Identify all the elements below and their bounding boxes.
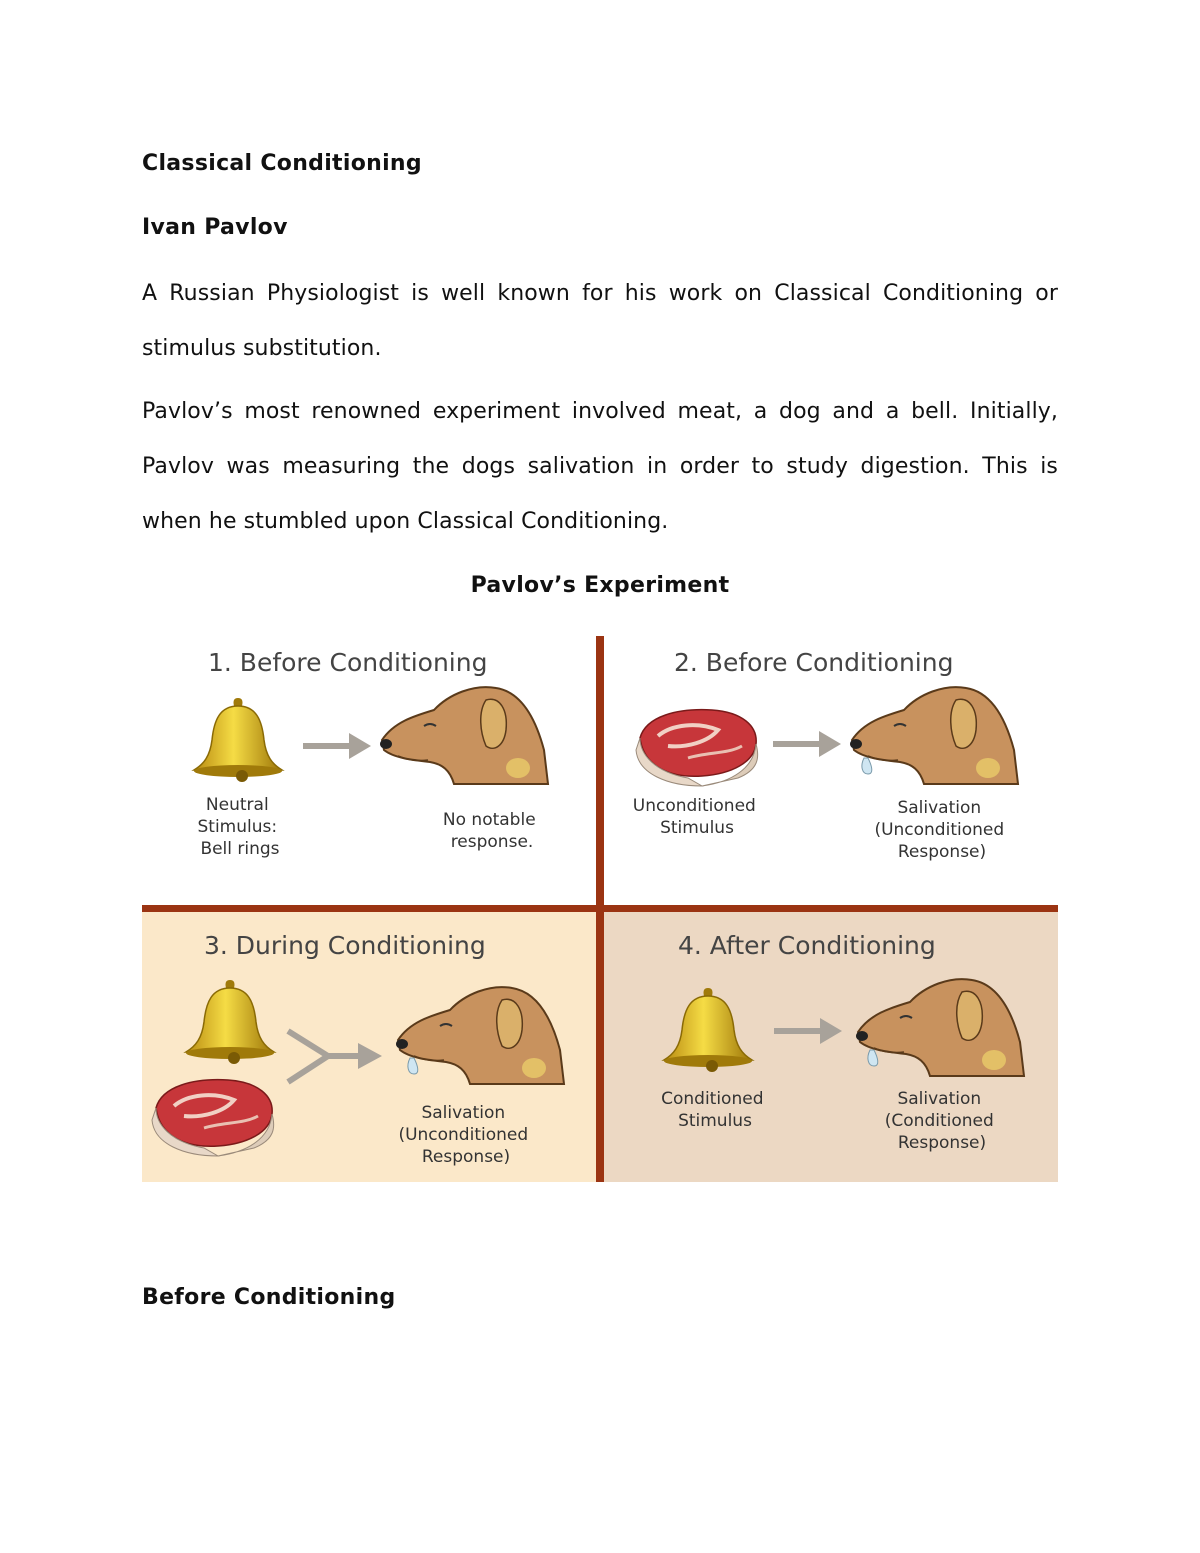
paragraph-experiment-text: Pavlov’s most renowned experiment involved meat, a dog and a bell. Initially, Pavlov was measuring the dogs salivation in order to study digestion. This is when he stumbled upon Classical Conditioning. bbox=[142, 399, 1058, 534]
paragraph-intro-text: A Russian Physiologist is well known for his work on Classical Conditioning or stimulus substitution. bbox=[142, 281, 1058, 361]
figure-title: Pavlov’s Experiment bbox=[470, 573, 730, 598]
panel-4-left-label: Conditioned Stimulus bbox=[661, 1089, 764, 1131]
pavlov-diagram bbox=[142, 636, 1058, 1182]
panel-3-right-label: Salivation (Unconditioned Response) bbox=[398, 1103, 529, 1167]
panel-2-right-label: Salivation (Unconditioned Response) bbox=[874, 798, 1005, 862]
panel-4-right-label: Salivation (Conditioned Response) bbox=[884, 1089, 994, 1153]
section-heading: Before Conditioning bbox=[142, 1285, 396, 1310]
panel-1-title: 1. Before Conditioning bbox=[208, 648, 488, 677]
document-subtitle: Ivan Pavlov bbox=[142, 215, 288, 240]
pavlov-experiment-figure bbox=[142, 636, 1058, 1182]
meat-icon bbox=[636, 710, 758, 786]
panel-1-right-label: No notable response. bbox=[442, 810, 536, 852]
meat-icon bbox=[152, 1080, 274, 1156]
document-title: Classical Conditioning bbox=[142, 151, 422, 176]
panel-2-title: 2. Before Conditioning bbox=[674, 648, 954, 677]
horizontal-divider bbox=[142, 905, 1058, 912]
panel-1-left-label: Neutral Stimulus: Bell rings bbox=[197, 795, 280, 859]
paragraph-intro bbox=[142, 266, 1058, 376]
panel-3-title: 3. During Conditioning bbox=[204, 931, 486, 960]
paragraph-experiment bbox=[142, 384, 1058, 549]
panel-2-left-label: Unconditioned Stimulus bbox=[632, 796, 756, 838]
panel-4-title: 4. After Conditioning bbox=[678, 931, 936, 960]
